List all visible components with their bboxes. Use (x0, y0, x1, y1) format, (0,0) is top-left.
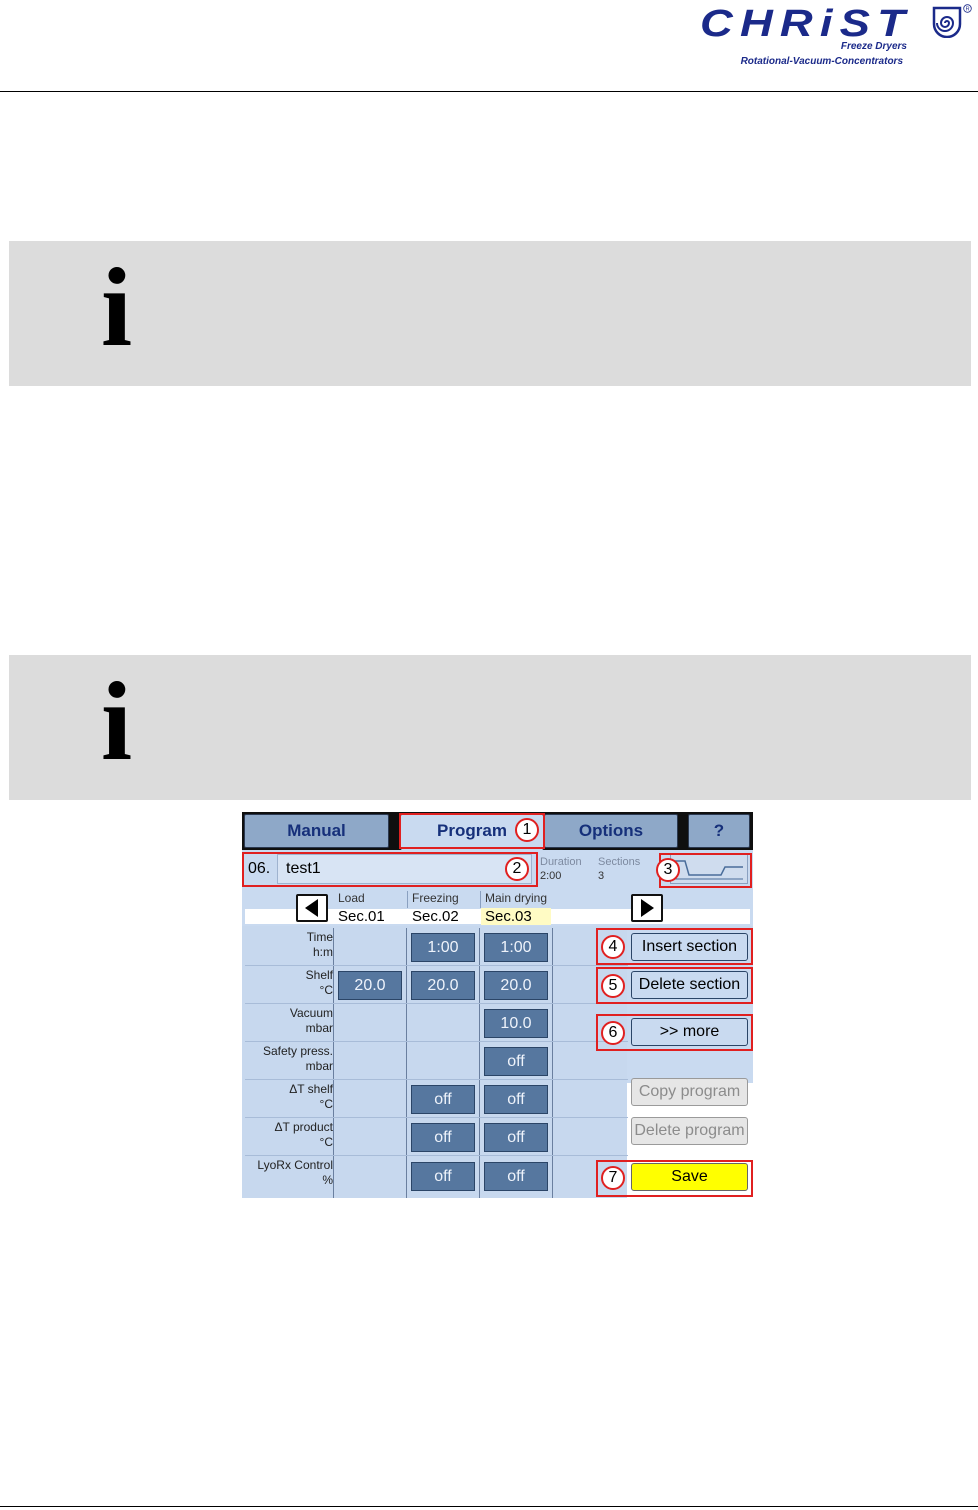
section-number: Sec.03 (485, 908, 532, 925)
row-label-name: Shelf (305, 968, 333, 982)
duration-label: Duration (540, 856, 582, 868)
row-label (245, 1082, 333, 1112)
row-label (245, 1158, 333, 1188)
info-glyph: i (101, 673, 133, 763)
row-label-unit: °C (319, 1135, 333, 1149)
row-label-name: Vacuum (289, 1006, 333, 1020)
vacuum-main-drying-cell[interactable]: 10.0 (484, 1009, 548, 1038)
row-label (245, 1044, 333, 1074)
row-label (245, 1006, 333, 1036)
footer-rule (0, 1506, 978, 1507)
save-button[interactable]: Save (631, 1163, 748, 1191)
logo-subtitle-rvc: Rotational-Vacuum-Concentrators (740, 56, 903, 67)
shelf-load-cell[interactable]: 20.0 (338, 971, 402, 1000)
header-rule (0, 91, 978, 92)
tab-manual[interactable]: Manual (244, 814, 389, 848)
arrow-left-icon (298, 896, 326, 920)
shelf-main-drying-cell[interactable]: 20.0 (484, 971, 548, 1000)
copy-program-button[interactable]: Copy program (631, 1078, 748, 1106)
program-editor-screen (242, 812, 753, 1198)
sections-label: Sections (598, 856, 641, 868)
logo-subtitle-freeze-dryers: Freeze Dryers (840, 41, 907, 52)
callout-5: 5 (601, 974, 625, 998)
section-load[interactable] (334, 891, 406, 925)
section-main-drying[interactable] (481, 891, 553, 925)
time-main-drying-cell[interactable]: 1:00 (484, 933, 548, 962)
callout-frame-program-name (242, 852, 538, 887)
info-glyph: i (101, 259, 133, 349)
param-row-safety-pressure (245, 1042, 628, 1080)
row-label (245, 1120, 333, 1150)
previous-section-button[interactable] (296, 894, 328, 922)
section-name: Main drying (485, 891, 548, 905)
row-label-unit: % (322, 1173, 333, 1187)
row-label-unit: h:m (312, 945, 333, 959)
lyorx-main-drying-cell[interactable]: off (484, 1162, 548, 1191)
section-number: Sec.02 (412, 908, 459, 925)
christ-wordmark (698, 6, 918, 40)
svg-text:R: R (965, 6, 970, 13)
shelf-freezing-cell[interactable]: 20.0 (411, 971, 475, 1000)
section-name: Load (338, 891, 365, 905)
insert-section-button[interactable]: Insert section (631, 933, 748, 961)
next-section-button[interactable] (631, 894, 663, 922)
program-name-field[interactable]: test1 (277, 854, 532, 884)
safety-press-main-drying-cell[interactable]: off (484, 1047, 548, 1076)
row-label (245, 930, 333, 960)
callout-4: 4 (601, 935, 625, 959)
callout-3: 3 (656, 858, 680, 882)
row-label-unit: mbar (305, 1021, 333, 1035)
info-icon (89, 259, 149, 349)
delta-t-shelf-freezing-cell[interactable]: off (411, 1085, 475, 1114)
delete-section-button[interactable]: Delete section (631, 971, 748, 999)
section-freezing[interactable] (408, 891, 480, 925)
section-number: Sec.01 (338, 908, 385, 925)
info-icon (89, 673, 149, 763)
callout-2: 2 (505, 857, 529, 881)
param-row-vacuum (245, 1004, 628, 1042)
info-note-box (9, 655, 971, 800)
duration-value: 2:00 (540, 870, 562, 882)
logo-text: CHRiST (700, 6, 912, 40)
sections-value: 3 (598, 870, 605, 882)
christ-logo (698, 2, 973, 74)
row-label-name: Safety press. (262, 1044, 333, 1058)
row-label-name: ΔT shelf (289, 1082, 333, 1096)
christ-swirl-icon (930, 4, 964, 38)
tab-program[interactable]: Program (400, 814, 544, 850)
tab-options[interactable]: Options (544, 814, 678, 848)
row-label-name: Time (306, 930, 333, 944)
row-label (245, 968, 333, 998)
delta-t-product-main-drying-cell[interactable]: off (484, 1123, 548, 1152)
time-freezing-cell[interactable]: 1:00 (411, 933, 475, 962)
column-divider (407, 891, 408, 908)
arrow-right-icon (633, 896, 661, 920)
column-divider (480, 891, 481, 908)
row-label-unit: mbar (305, 1059, 333, 1073)
callout-6: 6 (601, 1021, 625, 1045)
program-number: 06. (248, 860, 271, 877)
row-label-unit: °C (319, 983, 333, 997)
more-button[interactable]: >> more (631, 1018, 748, 1046)
delete-program-button[interactable]: Delete program (631, 1117, 748, 1145)
lyorx-freezing-cell[interactable]: off (411, 1162, 475, 1191)
registered-mark-icon (963, 4, 972, 13)
callout-1: 1 (515, 818, 539, 842)
delta-t-shelf-main-drying-cell[interactable]: off (484, 1085, 548, 1114)
row-label-name: LyoRx Control (257, 1158, 333, 1172)
info-note-box (9, 241, 971, 386)
callout-7: 7 (601, 1166, 625, 1190)
row-label-unit: °C (319, 1097, 333, 1111)
delta-t-product-freezing-cell[interactable]: off (411, 1123, 475, 1152)
section-header-row (242, 890, 753, 926)
row-label-name: ΔT product (274, 1120, 333, 1134)
tab-help[interactable]: ? (688, 814, 750, 848)
section-name: Freezing (412, 891, 459, 905)
